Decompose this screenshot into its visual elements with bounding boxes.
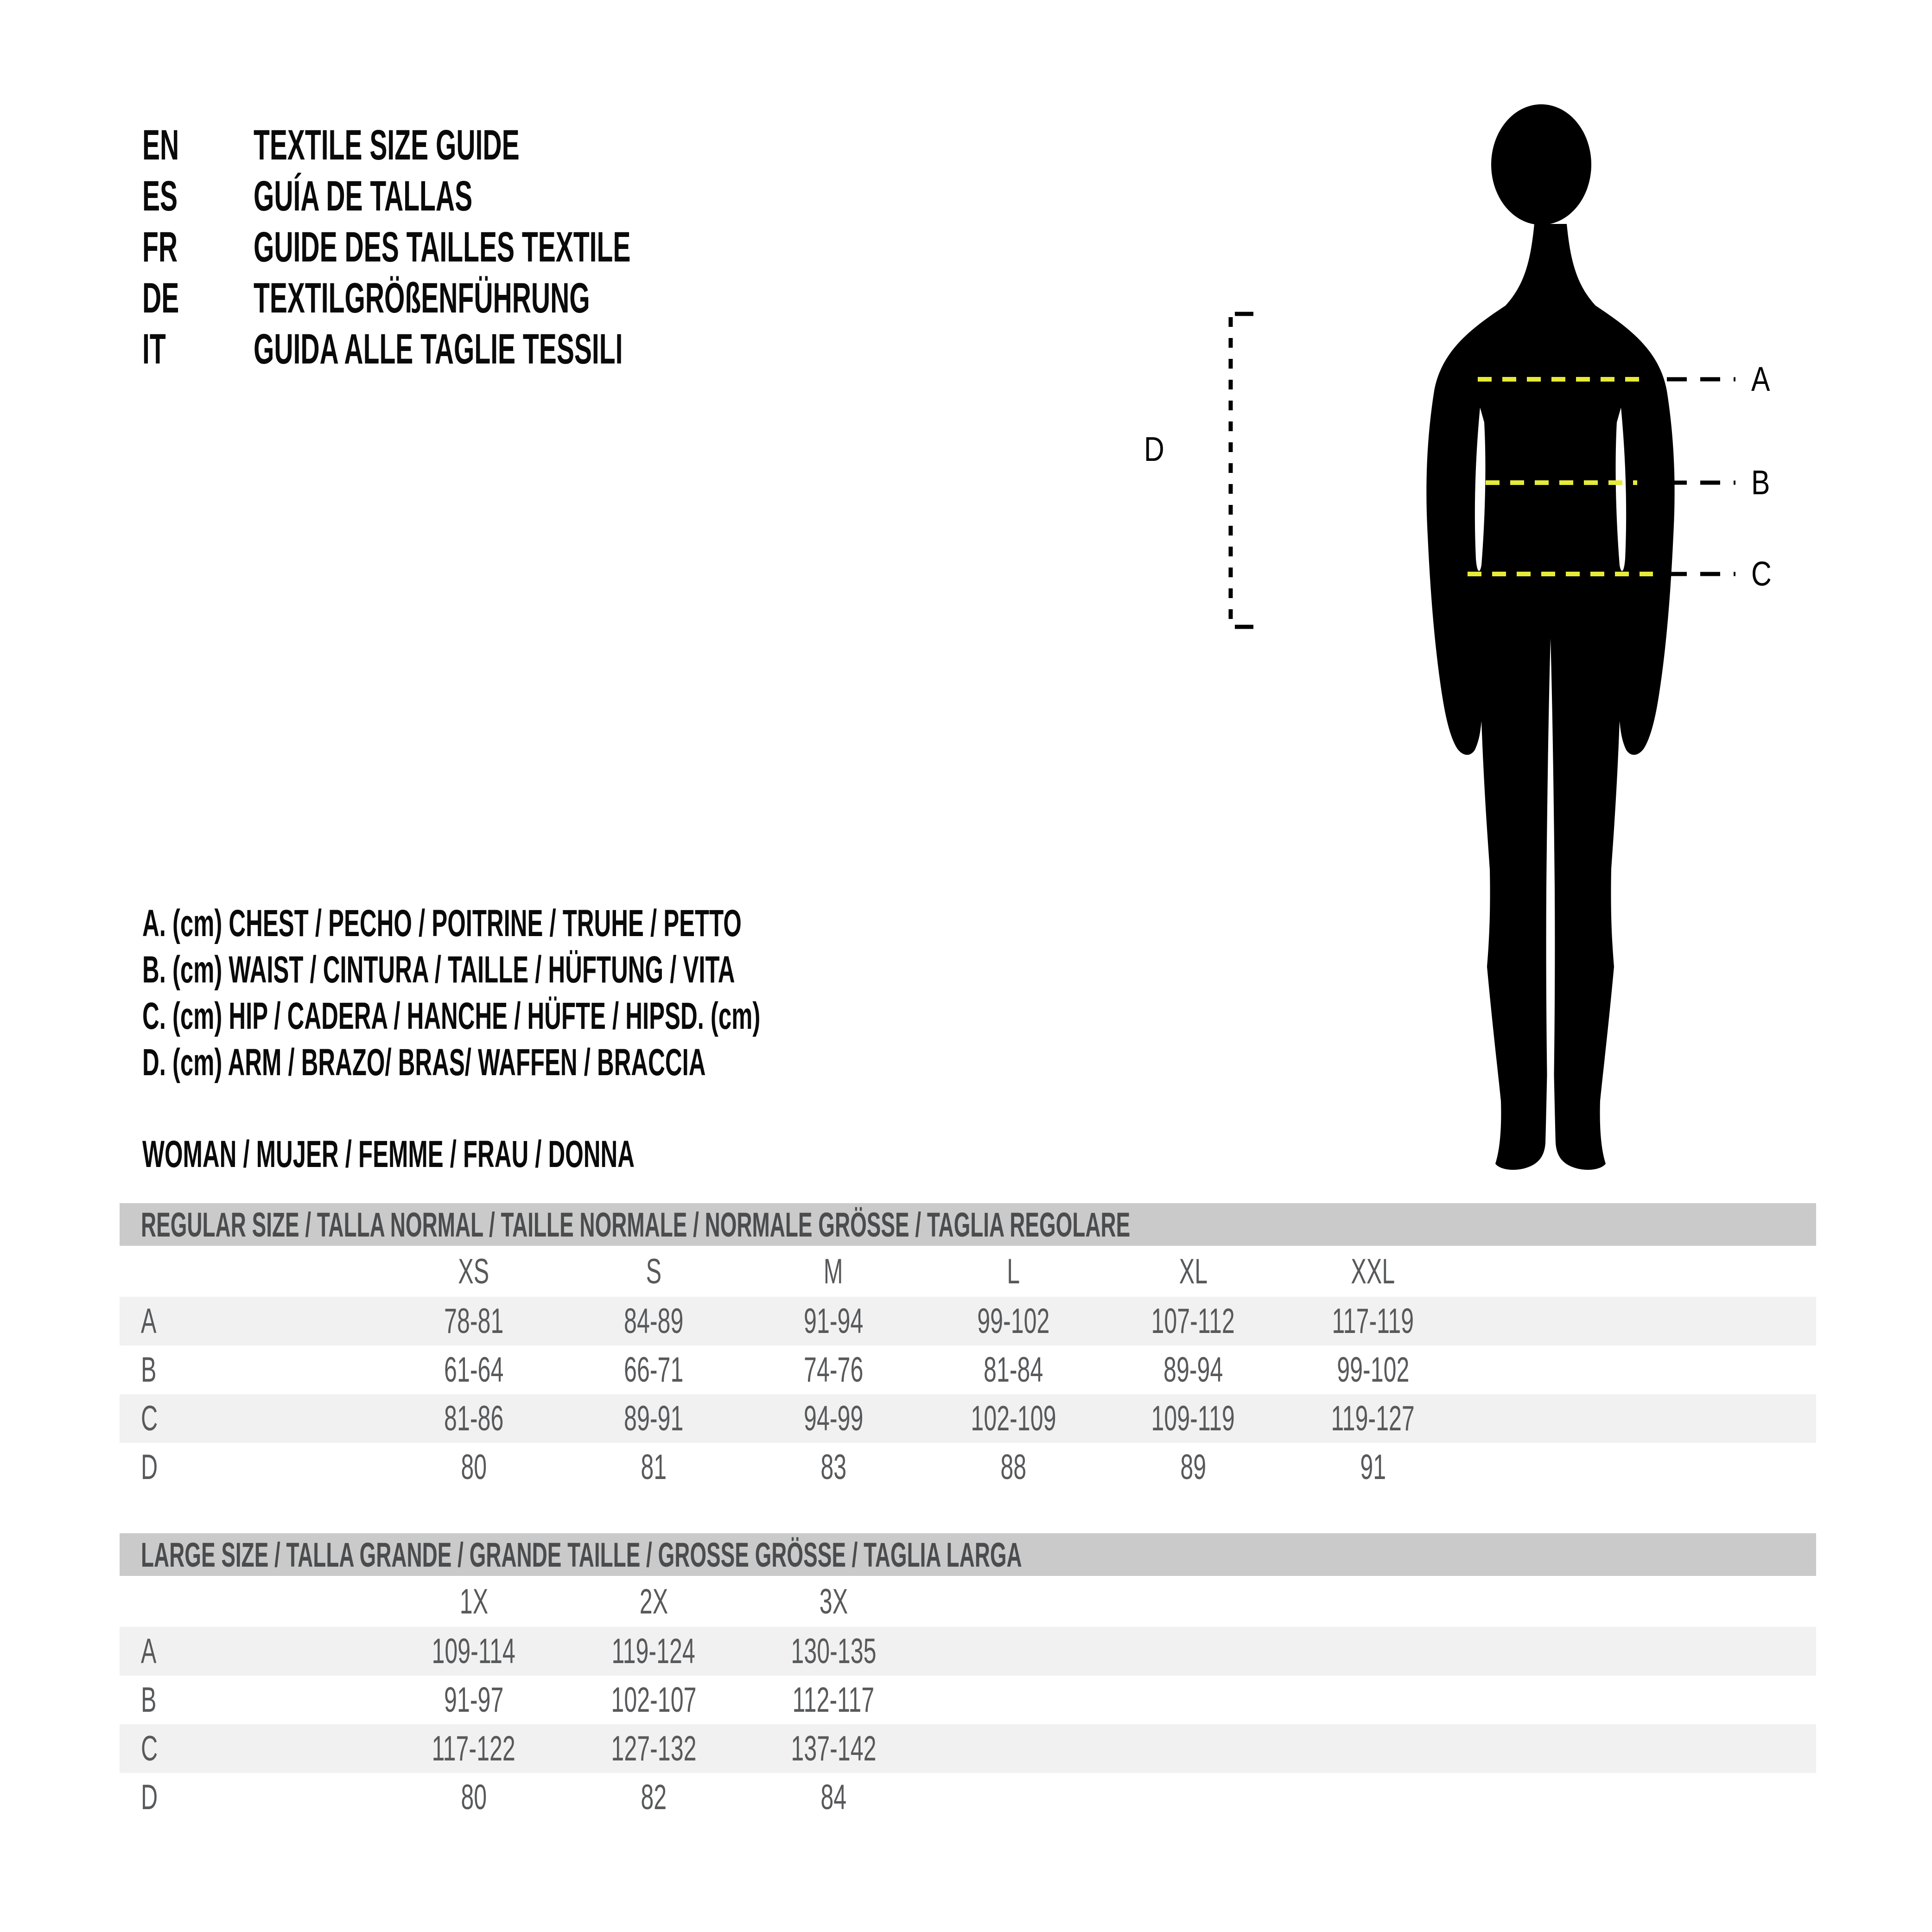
guide-title: [254, 324, 862, 375]
cell-value: [564, 1350, 744, 1390]
legend-item-waist-text: B. (cm) WAIST / CINTURA / TAILLE / HÜFTUNG / VITA: [142, 949, 735, 991]
size-col-xl-text: XL: [1179, 1251, 1208, 1291]
language-code-fr: FR: [142, 223, 178, 271]
cell-value-text: 99-102: [977, 1301, 1050, 1341]
cell-value: [923, 1350, 1103, 1390]
cell-value: [1283, 1301, 1463, 1341]
size-col-l-text: L: [1007, 1251, 1020, 1291]
guide-title-de: TEXTILGRÖßENFÜHRUNG: [254, 274, 590, 322]
diagram-label-d: [1144, 430, 1169, 468]
cell-value: [1103, 1350, 1283, 1390]
cell-value: [1103, 1398, 1283, 1439]
gender-line-text: WOMAN / MUJER / FEMME / FRAU / DONNA: [142, 1133, 635, 1175]
row-label: [120, 1301, 384, 1341]
regular-table-title: REGULAR SIZE / TALLA NORMAL / TAILLE NORMALE / NORMALE GRÖSSE / TAGLIA REGOLARE: [141, 1205, 1131, 1244]
cell-value-text: 89-91: [623, 1399, 684, 1438]
cell-value: [923, 1447, 1103, 1487]
cell-value-text: 81-84: [983, 1350, 1043, 1390]
cell-value-text: 109-119: [1151, 1399, 1235, 1438]
size-col-s: [564, 1251, 744, 1292]
row-label: [120, 1398, 384, 1439]
cell-value-text: 119-124: [611, 1632, 696, 1671]
cell-value-text: 80: [461, 1447, 487, 1487]
cell-value-text: 81-86: [444, 1399, 504, 1438]
row-label-text: C: [141, 1729, 158, 1768]
size-col-2x: [564, 1581, 744, 1622]
size-col-xxl: [1283, 1251, 1463, 1292]
woman-silhouette: [1381, 100, 1706, 1180]
cell-value-text: 109-114: [432, 1632, 516, 1671]
cell-value: [564, 1398, 744, 1439]
legend-item-hip: [142, 993, 1139, 1039]
language-title-column: [254, 120, 862, 375]
cell-value: [384, 1447, 564, 1487]
regular-size-header-row: [120, 1246, 1816, 1297]
cell-value: [1283, 1447, 1463, 1487]
cell-value-text: 89: [1180, 1447, 1206, 1487]
language-code-en: EN: [142, 121, 179, 169]
table-row-hip: [120, 1394, 1816, 1443]
table-row-waist: [120, 1676, 1816, 1724]
cell-value-text: 84: [820, 1778, 846, 1817]
cell-value-text: 84-89: [623, 1301, 684, 1341]
cell-value: [744, 1777, 923, 1817]
cell-value-text: 107-112: [1151, 1301, 1235, 1341]
cell-value: [923, 1301, 1103, 1341]
language-code: [142, 324, 202, 375]
row-label: [120, 1680, 384, 1720]
cell-value-text: 112-117: [792, 1680, 875, 1720]
cell-value: [384, 1398, 564, 1439]
cell-value: [1103, 1447, 1283, 1487]
size-col-xs: [384, 1251, 564, 1292]
cell-value: [564, 1631, 744, 1671]
cell-value-text: 91: [1360, 1447, 1386, 1487]
cell-value: [744, 1728, 923, 1769]
cell-value-text: 89-94: [1163, 1350, 1223, 1390]
guide-title-it: GUIDA ALLE TAGLIE TESSILI: [254, 325, 623, 373]
language-code-it: IT: [142, 325, 166, 373]
cell-value-text: 61-64: [444, 1350, 504, 1390]
language-code: [142, 273, 202, 324]
large-table-title-bar: [120, 1533, 1816, 1576]
cell-value: [1103, 1301, 1283, 1341]
size-col-s-text: S: [646, 1251, 661, 1291]
cell-value: [384, 1631, 564, 1671]
measurement-legend: [142, 900, 1139, 1086]
size-col-xl: [1103, 1251, 1283, 1292]
cell-value: [564, 1728, 744, 1769]
table-row-hip: [120, 1724, 1816, 1773]
legend-item-waist: [142, 947, 1139, 993]
cell-value: [384, 1777, 564, 1817]
size-col-m: [744, 1251, 923, 1292]
size-col-l: [923, 1251, 1103, 1292]
guide-title: [254, 273, 862, 324]
cell-value-text: 117-122: [432, 1729, 516, 1768]
diagram-label-b: [1751, 464, 1774, 502]
cell-value: [744, 1301, 923, 1341]
diagram-label-a-text: A: [1751, 360, 1770, 398]
cell-value: [384, 1728, 564, 1769]
guide-title-en: TEXTILE SIZE GUIDE: [254, 121, 520, 169]
row-label-text: B: [141, 1350, 157, 1390]
large-size-header-row: [120, 1576, 1816, 1627]
row-label-text: A: [141, 1301, 157, 1341]
regular-table-title-bar: [120, 1203, 1816, 1246]
diagram-label-c: [1751, 555, 1776, 593]
cell-value-text: 99-102: [1336, 1350, 1410, 1390]
row-label-text: D: [141, 1778, 158, 1817]
cell-value-text: 83: [820, 1447, 846, 1487]
large-size-table: [120, 1533, 1816, 1822]
cell-value: [564, 1447, 744, 1487]
cell-value-text: 119-127: [1331, 1399, 1415, 1438]
size-col-xxl-text: XXL: [1351, 1251, 1395, 1291]
cell-value-text: 94-99: [803, 1399, 864, 1438]
row-label: [120, 1350, 384, 1390]
row-label: [120, 1631, 384, 1671]
cell-value: [744, 1447, 923, 1487]
cell-value: [384, 1350, 564, 1390]
table-row-chest: [120, 1627, 1816, 1676]
cell-value-text: 117-119: [1332, 1301, 1414, 1341]
row-label-text: C: [141, 1399, 158, 1438]
cell-value-text: 82: [641, 1778, 667, 1817]
legend-item-hip-text: C. (cm) HIP / CADERA / HANCHE / HÜFTE / HIPSD. (cm): [142, 995, 761, 1037]
size-col-1x-text: 1X: [459, 1581, 488, 1621]
gender-line: [142, 1131, 936, 1178]
cell-value-text: 102-107: [610, 1680, 697, 1720]
diagram-label-c-text: C: [1751, 555, 1772, 593]
cell-value: [744, 1398, 923, 1439]
language-code: [142, 222, 202, 273]
language-code: [142, 120, 202, 171]
row-label: [120, 1777, 384, 1817]
silhouette-head: [1491, 104, 1591, 225]
language-code-de: DE: [142, 274, 179, 322]
guide-title-fr: GUIDE DES TAILLES TEXTILE: [254, 223, 631, 271]
cell-value-text: 137-142: [790, 1729, 877, 1768]
guide-title: [254, 222, 862, 273]
cell-value: [923, 1398, 1103, 1439]
legend-item-chest: [142, 900, 1139, 947]
language-code-column: [142, 120, 202, 375]
cell-value-text: 130-135: [790, 1632, 877, 1671]
table-row-arm: [120, 1443, 1816, 1492]
cell-value: [564, 1777, 744, 1817]
legend-item-arm-text: D. (cm) ARM / BRAZO/ BRAS/ WAFFEN / BRACCIA: [142, 1041, 706, 1084]
cell-value: [384, 1680, 564, 1720]
cell-value-text: 88: [1000, 1447, 1026, 1487]
guide-title-es: GUÍA DE TALLAS: [254, 172, 473, 220]
cell-value: [744, 1631, 923, 1671]
cell-value-text: 91-97: [444, 1680, 504, 1720]
cell-value: [384, 1301, 564, 1341]
cell-value-text: 66-71: [623, 1350, 684, 1390]
table-row-waist: [120, 1345, 1816, 1394]
cell-value-text: 91-94: [803, 1301, 864, 1341]
size-col-2x-text: 2X: [639, 1581, 668, 1621]
row-label: [120, 1728, 384, 1769]
table-row-chest: [120, 1297, 1816, 1345]
language-code-es: ES: [142, 172, 178, 220]
cell-value: [564, 1301, 744, 1341]
cell-value-text: 74-76: [803, 1350, 864, 1390]
guide-title: [254, 171, 862, 222]
cell-value-text: 78-81: [444, 1301, 504, 1341]
size-col-3x-text: 3X: [819, 1581, 848, 1621]
size-col-xs-text: XS: [458, 1251, 489, 1291]
cell-value-text: 102-109: [970, 1399, 1056, 1438]
cell-value-text: 81: [641, 1447, 667, 1487]
size-col-3x: [744, 1581, 923, 1622]
row-label: [120, 1447, 384, 1487]
language-code: [142, 171, 202, 222]
regular-size-table: [120, 1203, 1816, 1492]
diagram-label-d-text: D: [1144, 430, 1164, 468]
cell-value-text: 80: [461, 1778, 487, 1817]
cell-value: [564, 1680, 744, 1720]
row-label-text: D: [141, 1447, 158, 1487]
guide-title: [254, 120, 862, 171]
size-col-1x: [384, 1581, 564, 1622]
legend-item-chest-text: A. (cm) CHEST / PECHO / POITRINE / TRUHE / PETTO: [142, 902, 742, 944]
table-row-arm: [120, 1773, 1816, 1822]
cell-value: [1283, 1350, 1463, 1390]
row-label-text: B: [141, 1680, 157, 1720]
cell-value: [744, 1680, 923, 1720]
size-col-m-text: M: [824, 1251, 843, 1291]
cell-value: [1283, 1398, 1463, 1439]
cell-value: [744, 1350, 923, 1390]
large-table-title: LARGE SIZE / TALLA GRANDE / GRANDE TAILLE / GROSSE GRÖSSE / TAGLIA LARGA: [141, 1535, 1022, 1574]
cell-value-text: 127-132: [610, 1729, 697, 1768]
diagram-label-b-text: B: [1751, 463, 1770, 502]
diagram-label-a: [1751, 360, 1774, 398]
legend-item-arm: [142, 1039, 1139, 1086]
row-label-text: A: [141, 1632, 157, 1671]
